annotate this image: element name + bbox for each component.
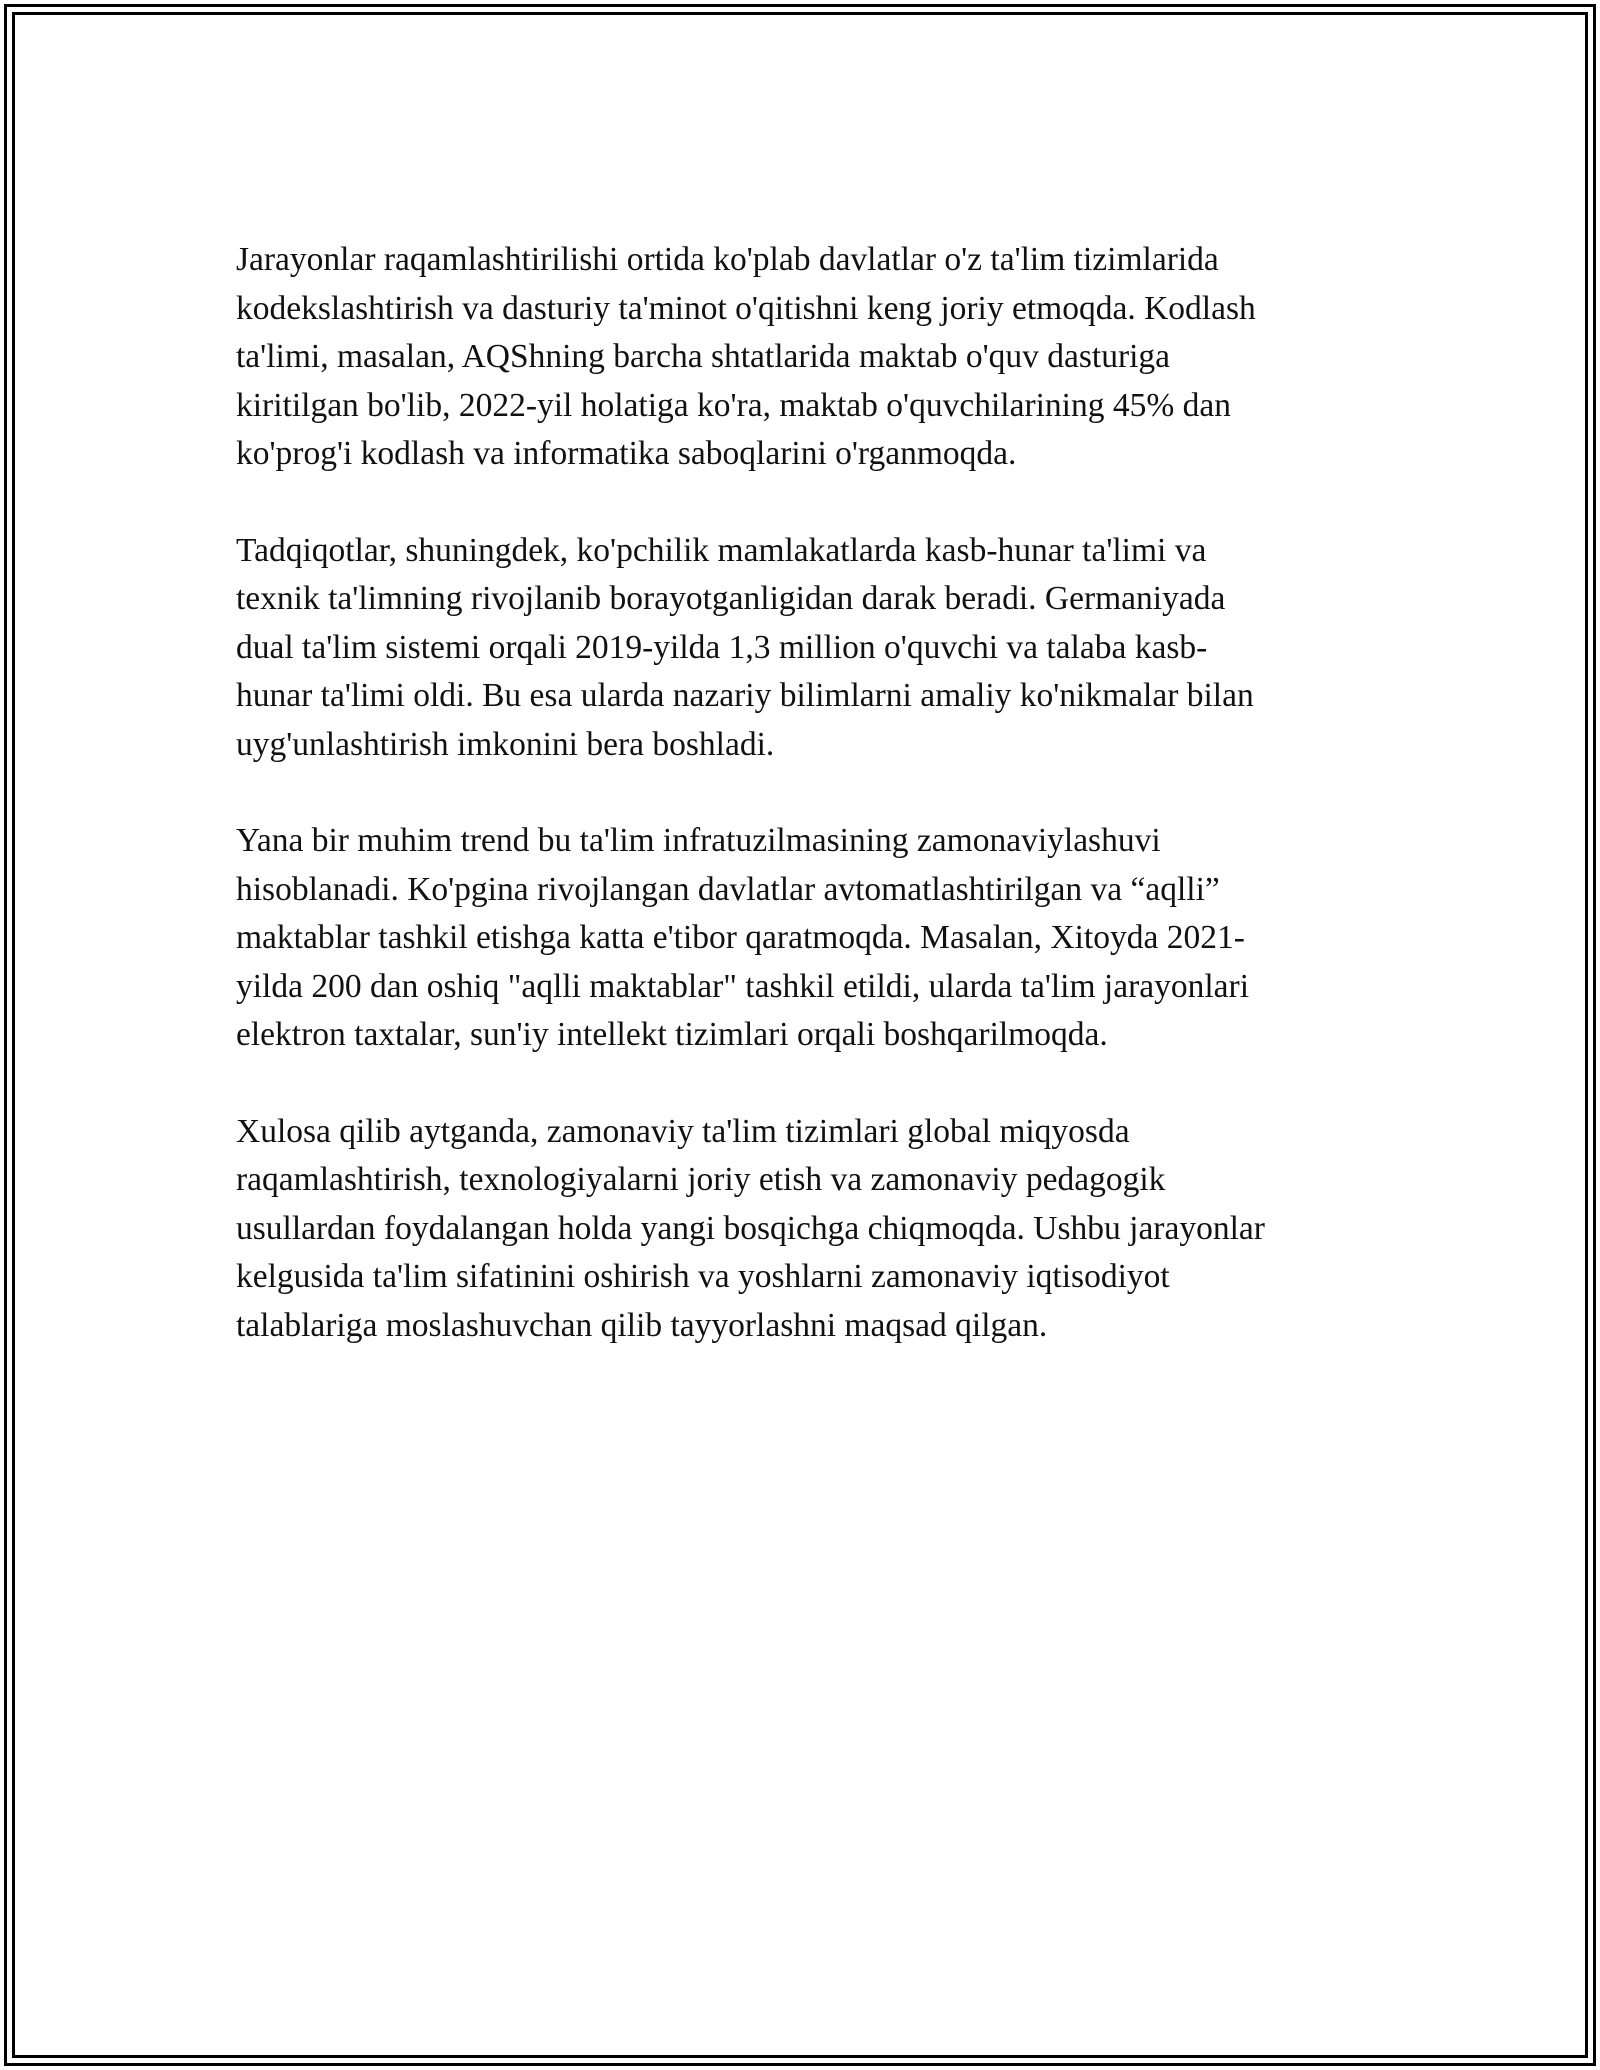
text-line: raqamlashtirish, texnologiyalarni joriy etish va zamonaviy pedagogik <box>236 1161 1166 1198</box>
text-line: uyg'unlashtirish imkonini bera boshladi. <box>236 725 775 763</box>
text-line: usullardan foydalangan holda yangi bosqichga chiqmoqda. Ushbu jarayonlar <box>236 1209 1265 1247</box>
text-line: Tadqiqotlar, shuningdek, ko'pchilik mamlakatlarda kasb-hunar ta'limi va <box>236 531 1207 569</box>
paragraph-4 <box>236 1108 1366 1351</box>
text-line: ta'limi, masalan, AQShning barcha shtatlarida maktab o'quv dasturiga <box>236 338 1171 375</box>
text-line: dual ta'lim sistemi orqali 2019-yilda 1,3 million o'quvchi va talaba kasb- <box>236 628 1208 666</box>
document-body <box>236 236 1366 1398</box>
text-line: kiritilgan bo'lib, 2022-yil holatiga ko'ra, maktab o'quvchilarining 45% dan <box>236 386 1231 424</box>
text-line: ko'prog'i kodlash va informatika saboqlarini o'rganmoqda. <box>236 435 1017 472</box>
text-line: yilda 200 dan oshiq "aqlli maktablar" tashkil etildi, ularda ta'lim jarayonlari <box>236 967 1249 1005</box>
text-line: Jarayonlar raqamlashtirilishi ortida ko'plab davlatlar o'z ta'lim tizimlarida <box>236 241 1219 278</box>
text-line: talablariga moslashuvchan qilib tayyorlashni maqsad qilgan. <box>236 1306 1048 1344</box>
text-line: Yana bir muhim trend bu ta'lim infratuzilmasining zamonaviylashuvi <box>236 822 1161 859</box>
text-line: maktablar tashkil etishga katta e'tibor qaratmoqda. Masalan, Xitoyda 2021- <box>236 919 1245 956</box>
paragraph-1 <box>236 236 1366 479</box>
text-line: Xulosa qilib aytganda, zamonaviy ta'lim tizimlari global miqyosda <box>236 1112 1130 1150</box>
paragraph-3 <box>236 817 1366 1060</box>
text-line: hunar ta'limi oldi. Bu esa ularda nazariy bilimlarni amaliy ko'nikmalar bilan <box>236 677 1254 714</box>
text-line: elektron taxtalar, sun'iy intellekt tizimlari orqali boshqarilmoqda. <box>236 1016 1108 1053</box>
paragraph-2 <box>236 527 1366 770</box>
text-line: kodekslashtirish va dasturiy ta'minot o'qitishni keng joriy etmoqda. Kodlash <box>236 289 1256 327</box>
text-line: kelgusida ta'lim sifatinini oshirish va yoshlarni zamonaviy iqtisodiyot <box>236 1258 1170 1295</box>
text-line: hisoblanadi. Ko'pgina rivojlangan davlatlar avtomatlashtirilgan va “aqlli” <box>236 870 1220 908</box>
text-line: texnik ta'limning rivojlanib borayotganligidan darak beradi. Germaniyada <box>236 580 1226 617</box>
